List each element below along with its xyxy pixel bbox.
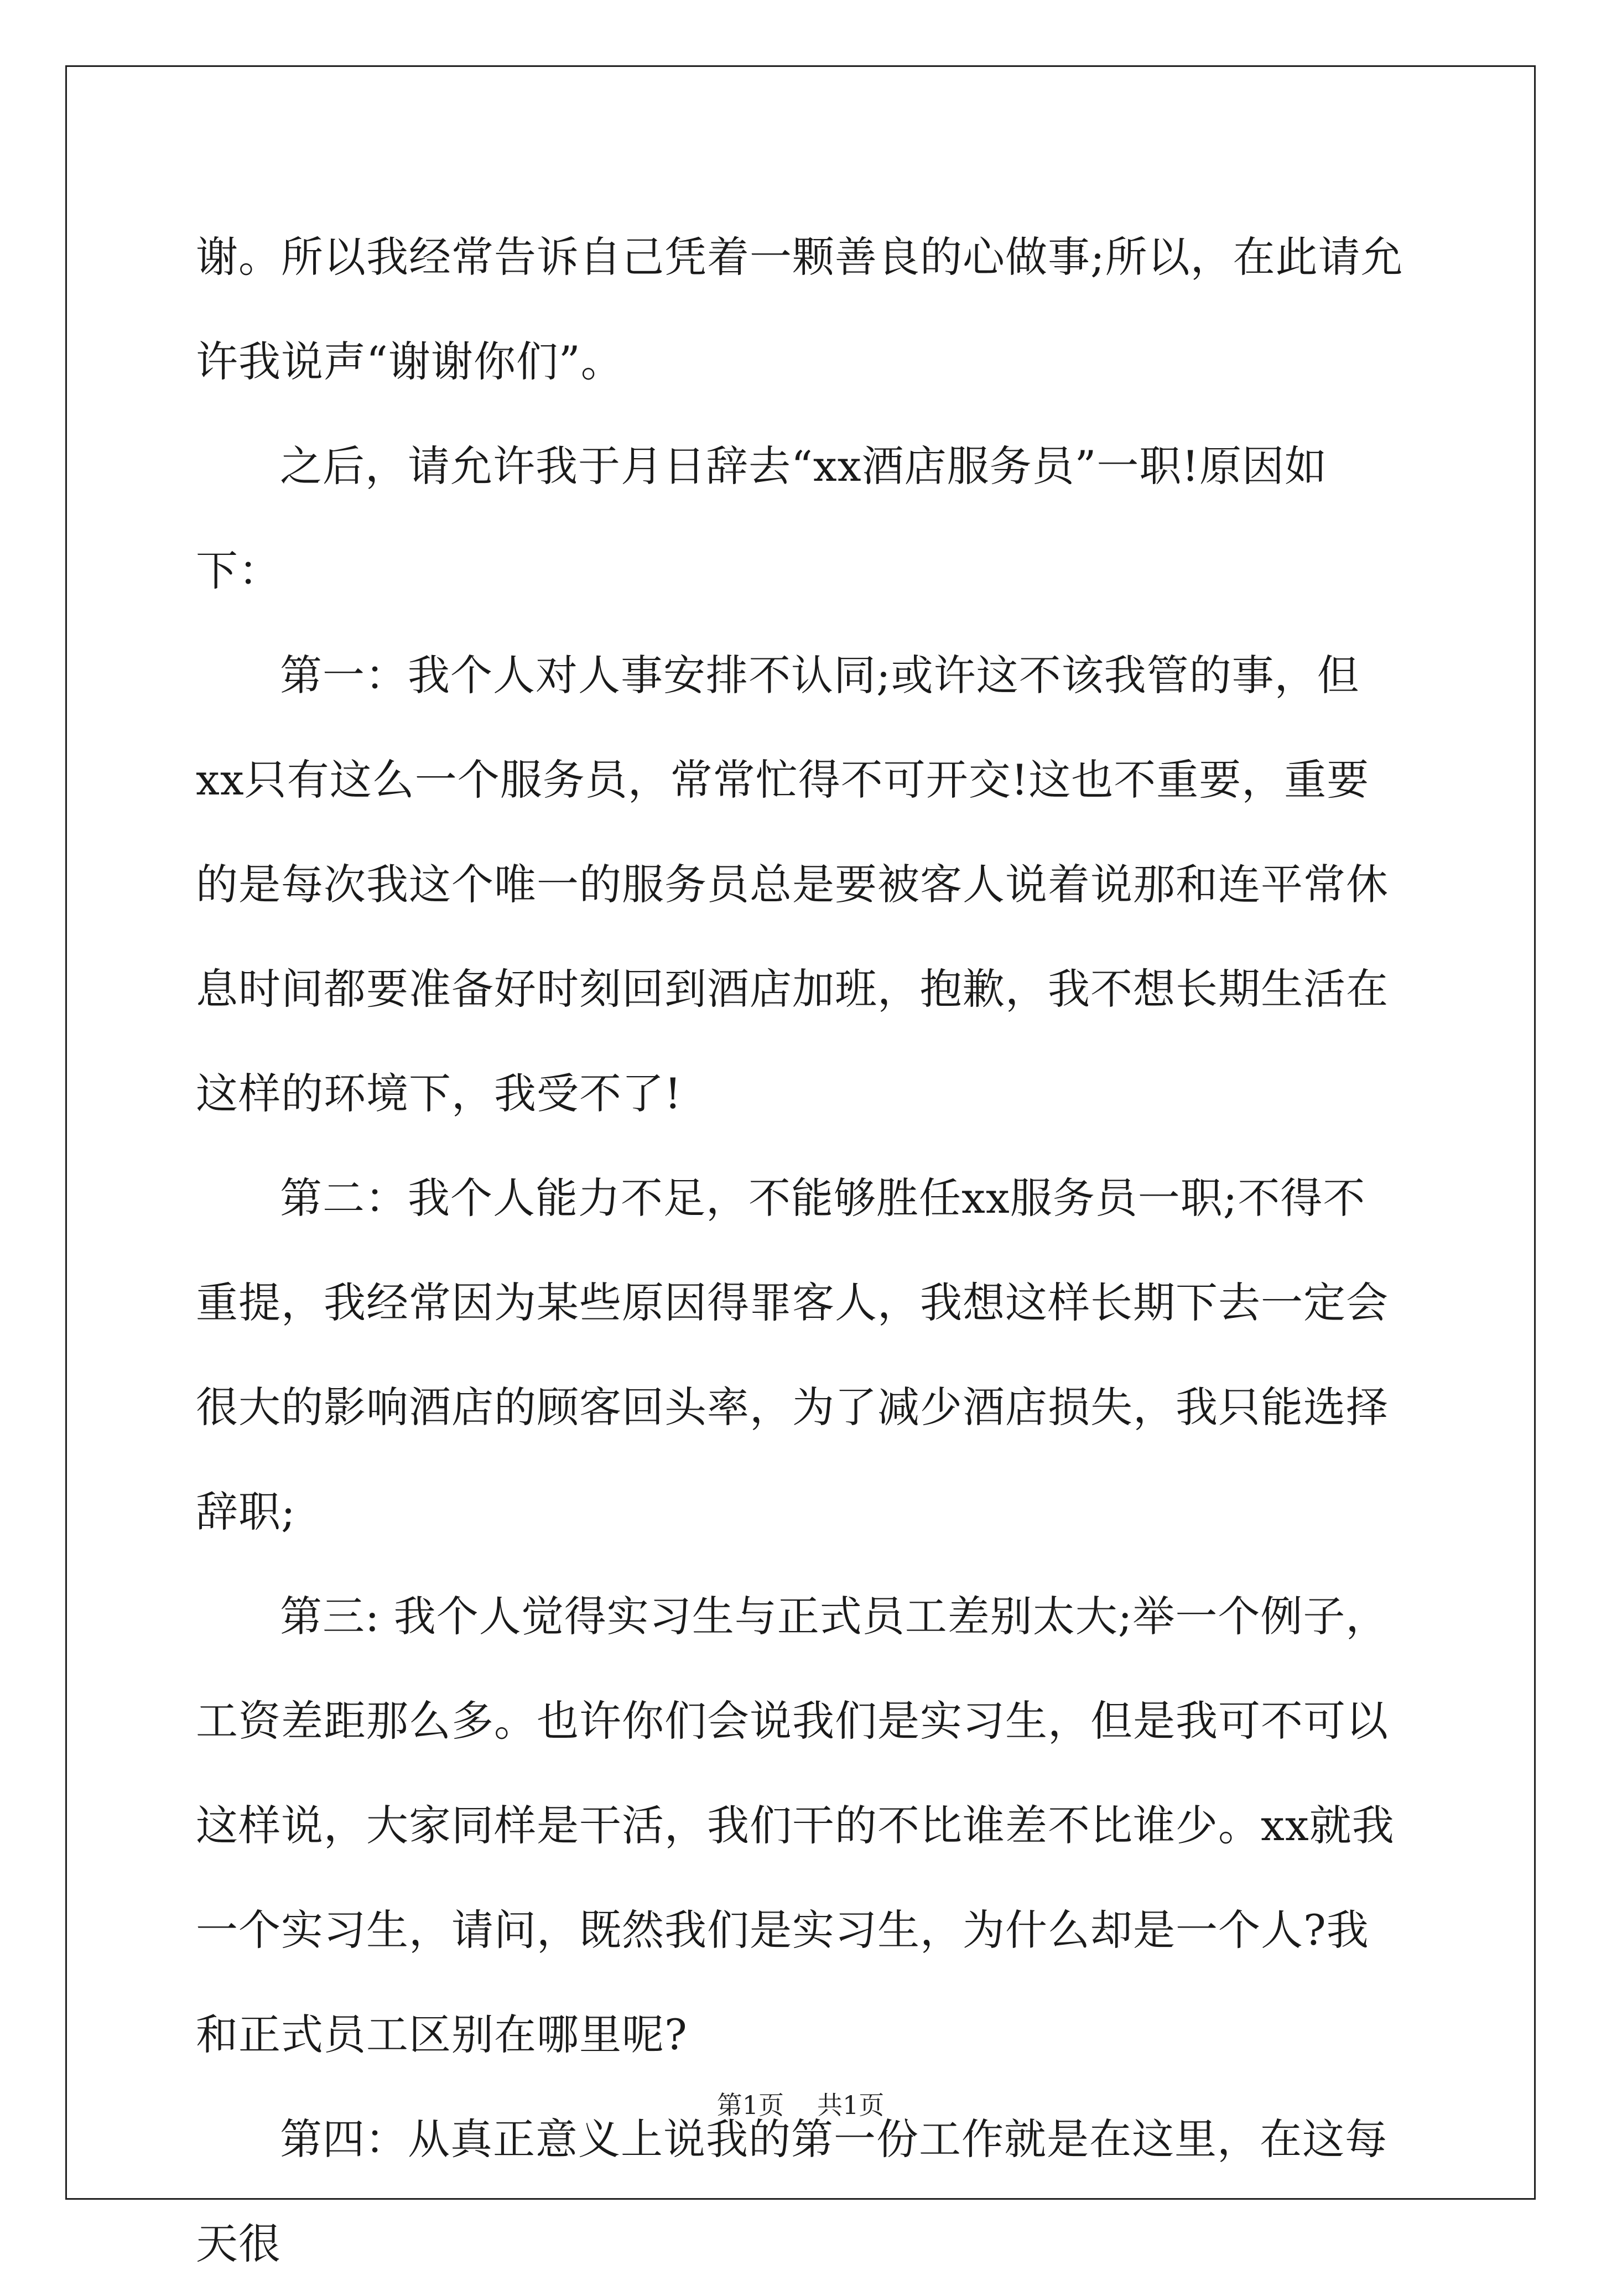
paragraph-reason-four: 第四：从真正意义上说我的第一份工作就是在这里，在这每天很: [196, 2115, 1387, 2268]
paragraph-reason-one: 第一：我个人对人事安排不认同;或许这不该我管的事，但xx只有这么一个服务员，常常忙得不可开交!这也不重要，重要的是每次我这个唯一的服务员总是要被客人说着说那和连平常休息时间都要准备好时刻回到酒店加班，抱歉，我不想长期生活在这样的环境下，我受不了!: [196, 651, 1389, 1118]
paragraph-reason-two: 第二：我个人能力不足，不能够胜任xx服务员一职;不得不重提，我经常因为某些原因得罪客人，我想这样长期下去一定会很大的影响酒店的顾客回头率，为了减少酒店损失，我只能选择辞职;: [196, 1173, 1389, 1536]
paragraph-resignation-statement: 之后，请允许我于月日辞去“xx酒店服务员”一职!原因如下：: [196, 441, 1327, 595]
page-footer: [0, 2089, 1601, 2122]
page-total: 共1页: [817, 2090, 885, 2120]
document-body: [196, 205, 1405, 2296]
paragraph-reason-three: 第三: 我个人觉得实习生与正式员工差别太大;举一个例子，工资差距那么多。也许你们会说我们是实习生，但是我可不可以这样说，大家同样是干活，我们干的不比谁差不比谁少。xx就我一个实习生，请问，既然我们是实习生，为什么却是一个人?我和正式员工区别在哪里呢?: [196, 1592, 1395, 2059]
paragraph-continuation: 谢。所以我经常告诉自己凭着一颗善良的心做事;所以，在此请允许我说声“谢谢你们”。: [196, 232, 1404, 386]
page-number: 第1页: [716, 2090, 784, 2120]
